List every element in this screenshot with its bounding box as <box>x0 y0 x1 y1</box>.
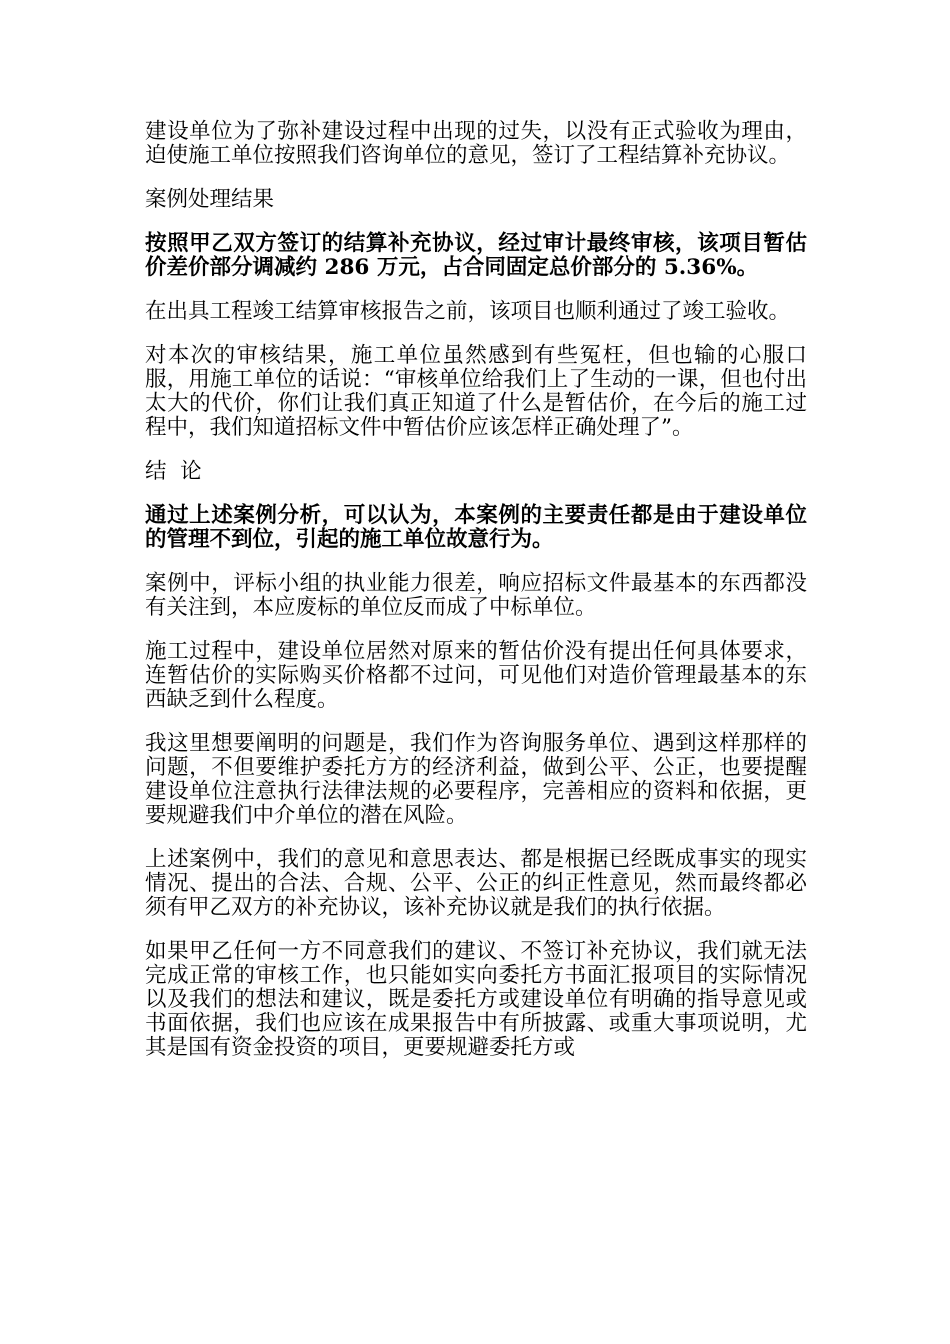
section-heading-conclusion: 结 论 <box>145 459 202 484</box>
paragraph-10: 上述案例中，我们的意见和意思表达、都是根据已经既成事实的现实情况、提出的合法、合规、公平、公正的纠正性意见，然而最终都必须有甲乙双方的补充协议，该补充协议就是我们的执行依据。 <box>145 847 807 920</box>
paragraph-7: 案例中，评标小组的执业能力很差，响应招标文件最基本的东西都没有关注到，本应废标的单位反而成了中标单位。 <box>145 571 807 620</box>
paragraph-result-summary: 按照甲乙双方签订的结算补充协议，经过审计最终审核，该项目暂估价差价部分调减约 286 万元，占合同固定总价部分的 5.36%。 <box>145 231 807 280</box>
document-page <box>145 120 807 1080</box>
paragraph-9: 我这里想要阐明的问题是，我们作为咨询服务单位、遇到这样那样的问题，不但要维护委托方方的经济利益，做到公平、公正，也要提醒建设单位注意执行法律法规的必要程序，完善相应的资料和依据，更要规避我们中介单位的潜在风险。 <box>145 731 807 828</box>
section-heading-case-result: 案例处理结果 <box>145 187 275 212</box>
paragraph-3: 在出具工程竣工结算审核报告之前，该项目也顺利通过了竣工验收。 <box>145 299 791 324</box>
paragraph-4: 对本次的审核结果，施工单位虽然感到有些冤枉，但也输的心服口服，用施工单位的话说：“审核单位给我们上了生动的一课，但也付出太大的代价，你们让我们真正知道了什么是暂估价，在今后的施工过程中，我们知道招标文件中暂估价应该怎样正确处理了”。 <box>145 343 807 440</box>
paragraph-1: 建设单位为了弥补建设过程中出现的过失，以没有正式验收为理由，迫使施工单位按照我们咨询单位的意见，签订了工程结算补充协议。 <box>145 119 807 168</box>
paragraph-conclusion-summary: 通过上述案例分析，可以认为，本案例的主要责任都是由于建设单位的管理不到位，引起的施工单位故意行为。 <box>145 503 807 552</box>
paragraph-8: 施工过程中，建设单位居然对原来的暂估价没有提出任何具体要求，连暂估价的实际购买价格都不过问，可见他们对造价管理最基本的东西缺乏到什么程度。 <box>145 639 807 712</box>
paragraph-11: 如果甲乙任何一方不同意我们的建议、不签订补充协议，我们就无法完成正常的审核工作，也只能如实向委托方书面汇报项目的实际情况以及我们的想法和建议，既是委托方或建设单位有明确的指导意见或书面依据，我们也应该在成果报告中有所披露、或重大事项说明，尤其是国有资金投资的项目，更要规避委托方或 <box>145 939 807 1060</box>
